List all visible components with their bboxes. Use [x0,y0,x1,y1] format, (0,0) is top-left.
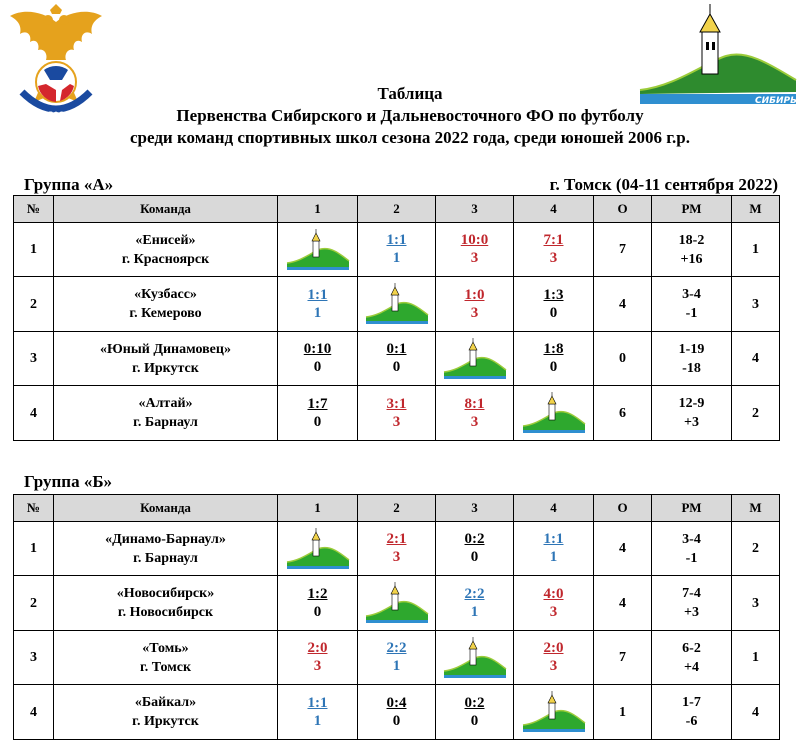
goals-for-against: 7-4 [682,586,701,601]
group-b-table [13,494,780,740]
score [387,395,407,431]
group-b-label: Группа «Б» [24,472,113,491]
match-score: 1:1 [307,694,328,711]
header-cell: 1 [278,196,358,223]
team-row [14,631,780,685]
church-hill-icon [521,691,587,733]
self-match-cell [436,631,514,685]
team-city: г. Томск [139,659,192,675]
team-cell [54,631,278,685]
place-cell: 4 [732,332,780,386]
team-city: г. Новосибирск [117,605,214,620]
points-cell: 1 [594,685,652,740]
match-points: 1 [392,250,401,266]
place-cell: 2 [732,522,780,576]
team-row [14,223,780,277]
match-score: 0:2 [464,694,485,711]
score [465,286,485,322]
header-cell: 3 [436,495,514,522]
self-match-cell [358,576,436,631]
team-name: «Алтай» [138,396,193,411]
team-city: г. Иркутск [132,714,199,729]
match-score: 0:1 [386,341,407,357]
title-line-2: Первенства Сибирского и Дальневосточного ФО по футболу [176,106,644,125]
match-result [436,386,514,441]
goal-difference: -1 [685,306,698,321]
goals-cell [652,386,732,441]
team-name: «Енисей» [135,232,196,248]
church-hill-icon [442,338,508,380]
match-score: 1:8 [543,341,564,357]
team-cell [54,223,278,277]
group-a-table [13,195,780,441]
match-result [358,631,436,685]
row-number: 3 [14,631,54,685]
place-cell: 2 [732,386,780,441]
self-match-cell [514,386,594,441]
match-points: 0 [313,359,322,375]
goal-difference: +3 [684,605,699,620]
match-points: 0 [549,304,558,321]
match-result [278,631,358,685]
match-points: 3 [313,658,322,674]
row-number: 4 [14,386,54,441]
points-cell: 4 [594,576,652,631]
logo-text: СИБИРЬ [755,96,797,106]
score [544,231,564,267]
header-cell: М [732,495,780,522]
church-hill-icon [285,229,351,271]
goal-difference: +3 [684,415,699,430]
header-cell: Команда [54,495,278,522]
group-a-place: г. Томск (04-11 сентября 2022) [549,175,778,194]
church-hill-icon [442,637,508,679]
title-line-3: среди команд спортивных школ сезона 2022 года, среди юношей 2006 г.р. [130,128,690,147]
match-result [278,386,358,441]
match-result [358,223,436,277]
score [544,585,564,621]
points-cell: 4 [594,277,652,332]
points-cell: 0 [594,332,652,386]
goal-difference: +4 [684,659,699,675]
team-name: «Новосибирск» [116,586,215,601]
team-cell [54,332,278,386]
score [308,286,328,322]
header-cell: 3 [436,196,514,223]
match-score: 0:4 [386,694,407,711]
team-cell [54,386,278,441]
team-name: «Юный Динамовец» [100,341,231,357]
place-cell: 1 [732,223,780,277]
match-result [514,332,594,386]
row-number: 1 [14,223,54,277]
header-cell: 2 [358,495,436,522]
match-result [436,223,514,277]
score [544,340,564,376]
team-row [14,386,780,441]
place-cell: 3 [732,277,780,332]
goals-cell [652,277,732,332]
match-score: 0:2 [464,531,485,547]
score [308,639,328,675]
match-score: 2:0 [307,640,328,656]
match-result [436,522,514,576]
score [308,395,328,431]
match-result [278,685,358,740]
match-result [436,277,514,332]
score [461,231,489,267]
header-cell: 4 [514,495,594,522]
match-result [358,332,436,386]
match-points: 3 [392,413,401,430]
match-points: 3 [470,250,479,266]
match-score: 2:0 [543,640,564,656]
team-cell [54,576,278,631]
header-cell: М [732,196,780,223]
score [465,395,485,431]
team-cell [54,685,278,740]
team-row [14,277,780,332]
match-result [358,522,436,576]
goals-for-against: 12-9 [678,396,705,411]
match-result [358,386,436,441]
team-cell [54,522,278,576]
score [387,639,407,675]
goals-cell [652,631,732,685]
match-score: 1:0 [464,286,485,303]
title-line-1: Таблица [377,84,443,103]
header-cell: О [594,196,652,223]
match-result [514,631,594,685]
score [465,585,485,621]
header-row [14,196,780,223]
header-cell: РМ [652,196,732,223]
goals-cell [652,223,732,277]
match-points: 1 [313,304,322,321]
goals-cell [652,576,732,631]
team-city: г. Кемерово [129,306,202,321]
match-score: 7:1 [543,232,564,248]
goals-cell [652,685,732,740]
team-name: «Кузбасс» [134,287,197,302]
goal-difference: -18 [682,360,701,376]
match-points: 0 [392,712,401,729]
match-score: 2:2 [464,585,485,602]
match-points: 0 [392,359,401,375]
team-city: г. Иркутск [132,360,199,376]
self-match-cell [278,522,358,576]
match-points: 0 [549,359,558,375]
team-name: «Байкал» [134,695,197,710]
self-match-cell [436,332,514,386]
match-score: 4:0 [543,585,564,602]
score [544,286,564,322]
team-city: г. Красноярск [121,251,210,267]
row-number: 2 [14,277,54,332]
team-row [14,332,780,386]
score [387,694,407,730]
match-score: 10:0 [460,232,489,248]
match-points: 0 [313,413,322,430]
match-score: 2:2 [386,640,407,656]
match-score: 1:1 [307,286,328,303]
group-a-label: Группа «А» [24,175,114,194]
match-points: 3 [470,413,479,430]
match-points: 1 [470,603,479,620]
match-points: 0 [313,603,322,620]
goals-for-against: 1-19 [678,341,705,357]
team-row [14,522,780,576]
score [387,340,407,376]
match-points: 1 [313,712,322,729]
header-cell: 1 [278,495,358,522]
match-points: 0 [470,549,479,565]
match-points: 0 [470,712,479,729]
match-score: 1:2 [307,585,328,602]
church-hill-icon [364,283,430,325]
score [465,694,485,730]
header-cell: О [594,495,652,522]
place-cell: 3 [732,576,780,631]
goal-difference: -6 [685,714,698,729]
match-score: 8:1 [464,395,485,412]
header-cell: № [14,495,54,522]
match-points: 1 [549,549,558,565]
goals-for-against: 6-2 [682,640,701,656]
row-number: 1 [14,522,54,576]
match-points: 3 [549,250,558,266]
goals-for-against: 1-7 [682,695,701,710]
score [465,530,485,566]
goals-cell [652,332,732,386]
team-name: «Динамо-Барнаул» [105,531,226,547]
match-points: 3 [470,304,479,321]
match-result [436,685,514,740]
team-city: г. Барнаул [133,415,198,430]
header-cell: Команда [54,196,278,223]
self-match-cell [278,223,358,277]
goal-difference: +16 [680,251,703,267]
points-cell: 6 [594,386,652,441]
place-cell: 1 [732,631,780,685]
match-score: 3:1 [386,395,407,412]
row-number: 2 [14,576,54,631]
match-result [278,576,358,631]
match-result [514,576,594,631]
score [387,231,407,267]
points-cell: 7 [594,223,652,277]
match-result [514,277,594,332]
church-hill-icon [285,528,351,570]
match-points: 3 [392,549,401,565]
match-result [514,522,594,576]
match-score: 0:10 [303,341,332,357]
match-result [358,685,436,740]
score [387,530,407,566]
score [304,340,332,376]
match-result [278,277,358,332]
match-score: 1:3 [543,286,564,303]
team-city: г. Барнаул [133,550,198,566]
match-score: 1:7 [307,395,328,412]
header-cell: № [14,196,54,223]
church-hill-icon [521,392,587,434]
header-cell: 4 [514,196,594,223]
match-result [514,223,594,277]
emblem-text: РФС [48,111,64,118]
match-points: 3 [549,603,558,620]
church-hill-icon [364,582,430,624]
header-cell: 2 [358,196,436,223]
match-score: 1:1 [386,232,407,248]
match-result [278,332,358,386]
goals-for-against: 3-4 [682,287,701,302]
score [308,585,328,621]
match-points: 1 [392,658,401,674]
goal-difference: -1 [685,550,698,566]
team-row [14,685,780,740]
goals-cell [652,522,732,576]
goals-for-against: 18-2 [678,232,705,248]
match-score: 1:1 [543,531,564,547]
row-number: 4 [14,685,54,740]
points-cell: 4 [594,522,652,576]
score [544,530,564,566]
goals-for-against: 3-4 [682,531,701,547]
team-name: «Томь» [142,640,189,656]
header-cell: РМ [652,495,732,522]
self-match-cell [514,685,594,740]
place-cell: 4 [732,685,780,740]
self-match-cell [358,277,436,332]
points-cell: 7 [594,631,652,685]
score [544,639,564,675]
row-number: 3 [14,332,54,386]
header-row [14,495,780,522]
match-score: 2:1 [386,531,407,547]
team-row [14,576,780,631]
match-result [436,576,514,631]
match-points: 3 [549,658,558,674]
team-cell [54,277,278,332]
score [308,694,328,730]
